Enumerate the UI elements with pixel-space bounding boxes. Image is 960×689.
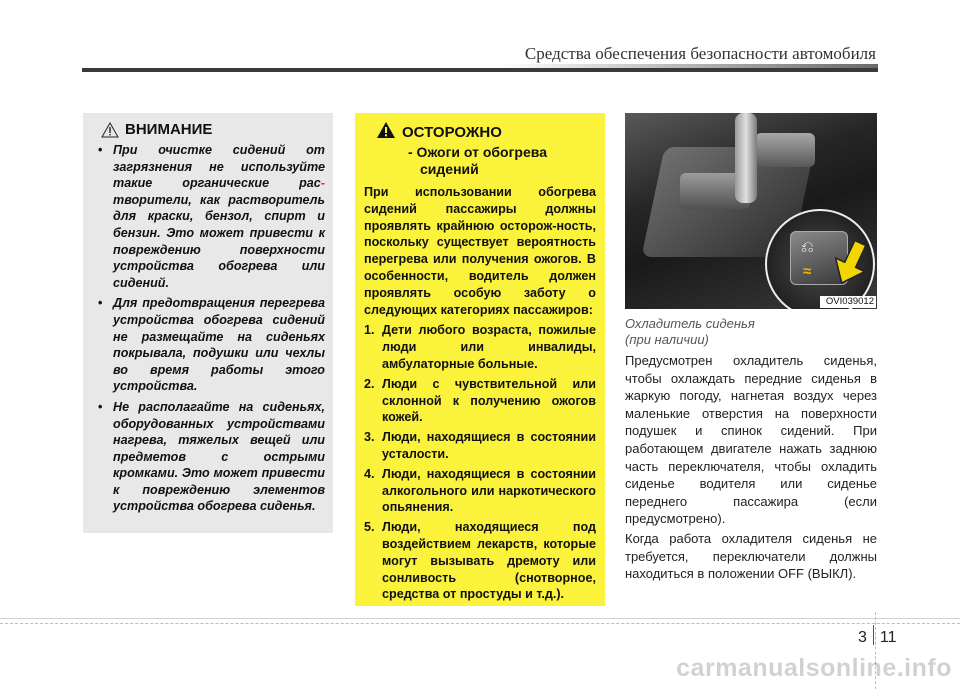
press-arrow-icon (831, 241, 871, 287)
section-heading-line: (при наличии) (625, 332, 709, 347)
console-switch-right (755, 133, 815, 167)
warning-item-number: 3. (364, 430, 375, 445)
footer-rule (0, 618, 960, 619)
watermark: carmanualsonline.info (676, 654, 952, 682)
gear-lever (735, 113, 757, 203)
caution-item: • Для предотвращения перегрева устройства обогрева сидений не размещайте на сиденьях покрывала, подушки или чехлы во время работы этого устройства. (91, 295, 325, 395)
header-rule (82, 68, 878, 72)
warning-title: ОСТОРОЖНО (402, 124, 502, 141)
warning-item-text: Люди, находящиеся в состоянии усталости. (382, 430, 596, 461)
warning-icon (376, 121, 396, 144)
caution-icon (101, 122, 119, 138)
warning-list (364, 322, 596, 603)
caution-title: ВНИМАНИЕ (125, 121, 213, 138)
footer-dashed-rule (0, 623, 960, 624)
caution-list (91, 142, 325, 515)
warning-item (364, 519, 596, 603)
warning-item-number: 2. (364, 376, 375, 391)
page-number (858, 625, 897, 647)
warning-item (364, 322, 596, 372)
warning-item-number: 1. (364, 323, 375, 338)
section-heading-line: Охладитель сиденья (625, 316, 755, 331)
photo-id-label: OVI039012 (820, 296, 876, 308)
warning-intro: При использовании обогрева сидений пассажиры должны проявлять крайнюю осторож-ность, поскольку существует вероятность перегрева или получения ожогов. В особенности, водитель должен проявлять особую заботу о следующих категориях пассажиров: (364, 185, 596, 317)
chapter-number: 3 (858, 629, 867, 646)
page-number-separator (873, 625, 874, 645)
caution-box (83, 113, 333, 533)
warning-item (364, 429, 596, 463)
warning-item-text: Люди с чувствительной или склонной к получению ожогов кожей. (382, 376, 596, 425)
warning-item-text: Дети любого возраста, пожилые люди или инвалиды, амбулаторные больные. (382, 323, 596, 371)
caution-header (101, 121, 325, 138)
warning-item-text: Люди, находящиеся под воздействием лекарств, которые могут вызывать дремоту или сонливость (снотворное, средства от простуды и т.д.). (382, 520, 596, 602)
warning-item-number: 4. (364, 466, 375, 481)
seat-icon: ⎌ (801, 239, 814, 256)
caution-item-text: творители, как растворитель для краски, бензол, спирт и бензин. Это может привести к повреждению поверхности устройства обогрева или сидений. (113, 192, 325, 290)
page-number-value: 11 (879, 629, 897, 646)
page-header-title: Средства обеспечения безопасности автомобиля (524, 44, 876, 63)
seat-cooler-section (625, 316, 877, 583)
warning-box (355, 113, 605, 606)
warning-item (364, 376, 596, 426)
caution-item-hyphen: - (320, 176, 325, 191)
caution-item-text: При очистке сидений от загрязнения не используйте такие органические рас (113, 143, 325, 191)
warning-header (376, 121, 596, 144)
warning-item-text: Люди, находящиеся в состоянии алкогольного или наркотического опьянения. (382, 466, 596, 515)
caution-item: • Не располагайте на сиденьях, оборудованных устройствами нагрева, тяжелых вещей или предметов с острыми кромками. Это может привести к повреждению элементов устройства обогрева сиденья. (91, 399, 325, 515)
warning-subtitle: - Ожоги от обогрева сидений (408, 144, 547, 177)
section-paragraph: Предусмотрен охладитель сиденья, чтобы охлаждать передние сиденья в жаркую погоду, нагнетая воздух через маленькие отверстия на поверхности подушек и спинок сидений. При работающем двигателе нажать заднюю часть переключателя, чтобы охладить сиденье водителя или сиденье переднего пассажира (если предусмотрено). (625, 353, 877, 527)
warning-item (364, 466, 596, 516)
airflow-icon: ≈ (803, 263, 812, 280)
warning-item-number: 5. (364, 520, 375, 535)
section-paragraph: Когда работа охладителя сиденья не требуется, переключатели должны находиться в положении OFF (ВЫКЛ). (625, 530, 877, 582)
caution-item (91, 142, 325, 291)
seat-cooler-switch-photo (625, 113, 877, 309)
section-heading (625, 316, 877, 348)
